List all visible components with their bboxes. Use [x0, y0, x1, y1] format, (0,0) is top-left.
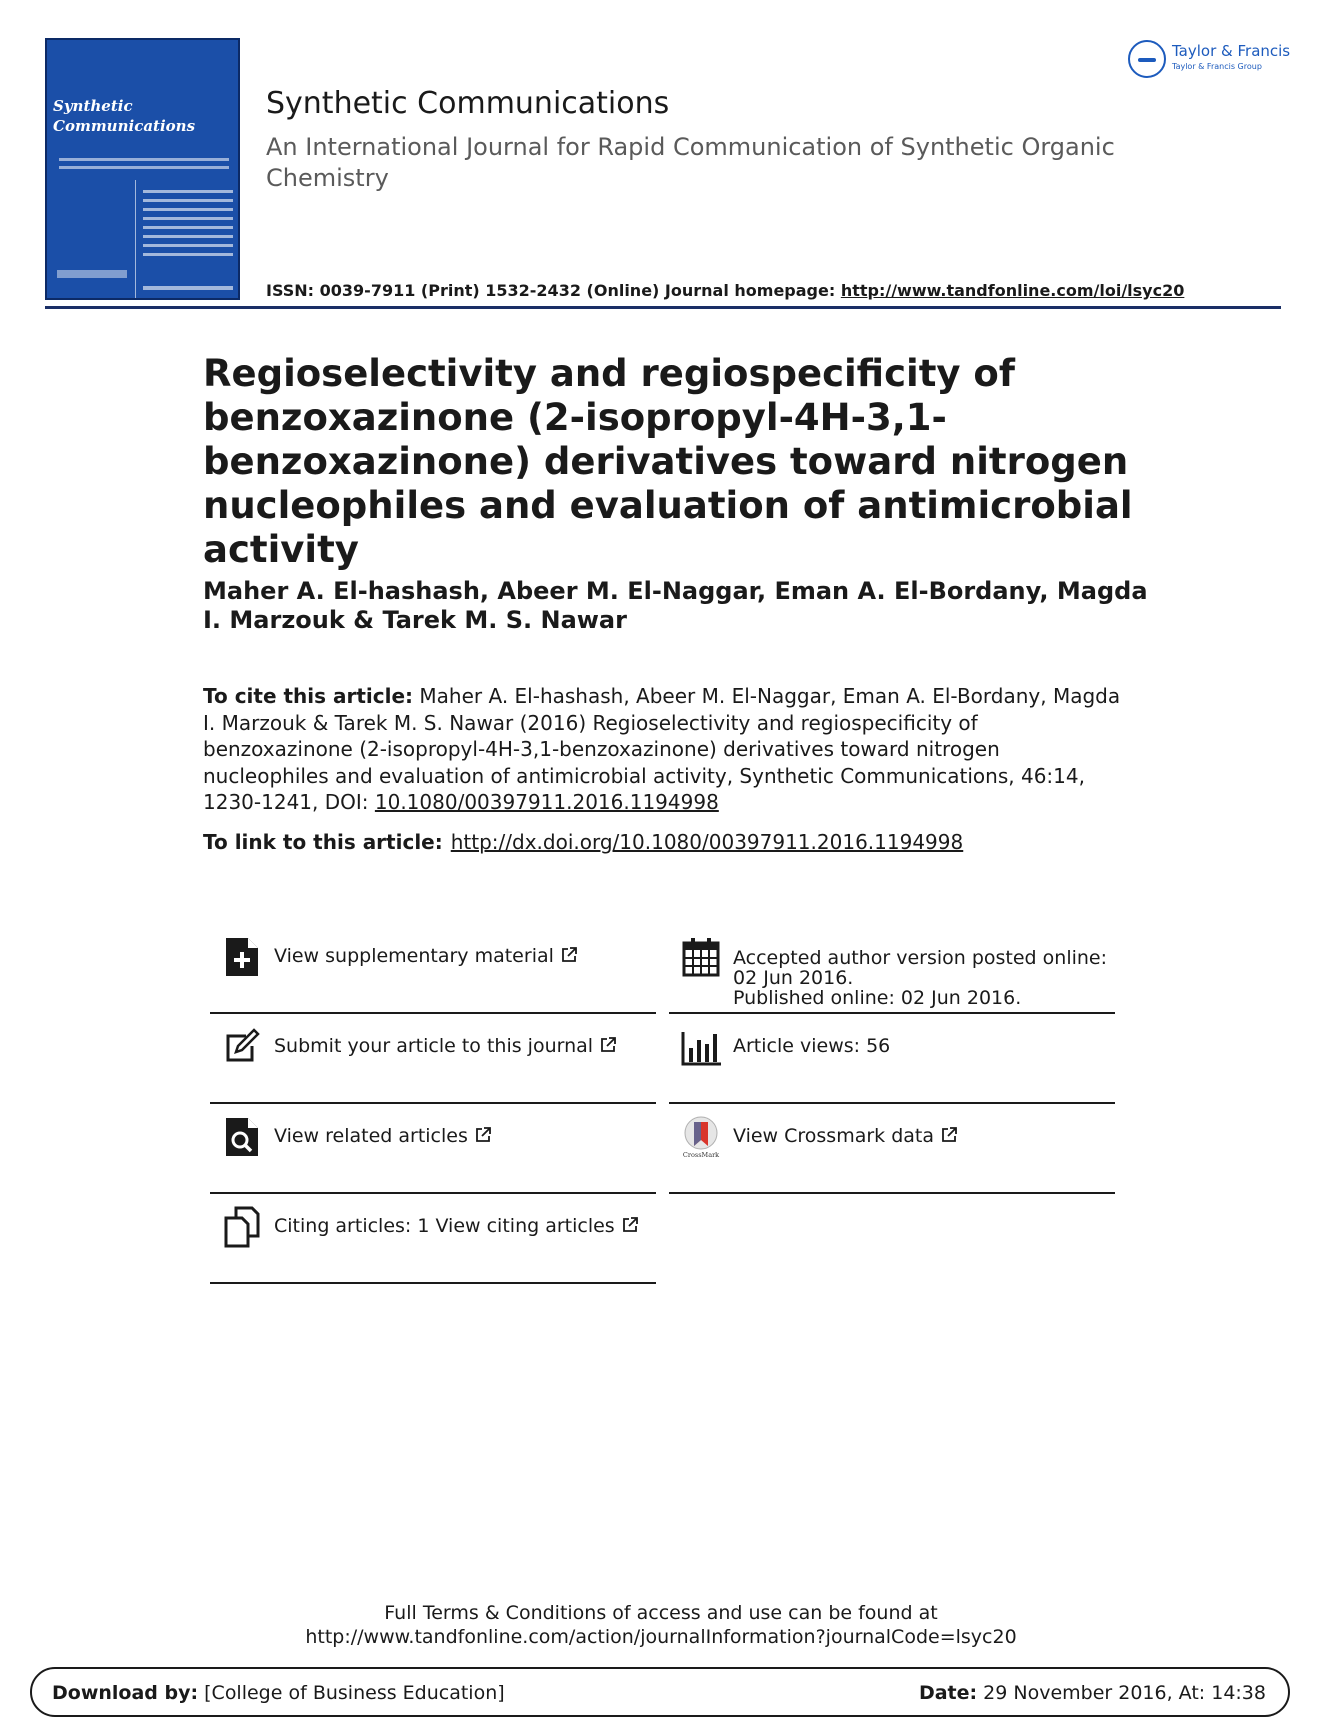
bar-chart-icon — [681, 1026, 721, 1068]
external-link-icon — [599, 1036, 617, 1054]
publisher-logo — [1128, 38, 1291, 78]
supplementary-box[interactable] — [210, 924, 656, 1014]
journal-homepage-link[interactable]: http://www.tandfonline.com/loi/lsyc20 — [840, 281, 1185, 300]
document-search-icon — [222, 1116, 262, 1158]
cover-divider — [135, 180, 136, 300]
citation-block — [203, 683, 1123, 816]
terms-block — [0, 1601, 1322, 1649]
publisher-group: Taylor & Francis Group — [1172, 62, 1262, 71]
publication-dates-box — [669, 924, 1115, 1014]
accepted-date: Accepted author version posted online: 02 Jun 2016. — [733, 947, 1108, 989]
issn-text: ISSN: 0039-7911 (Print) 1532-2432 (Online) Journal homepage: — [266, 281, 841, 300]
calendar-icon — [681, 936, 721, 978]
citing-box[interactable] — [210, 1194, 656, 1284]
crossmark-link[interactable]: View Crossmark data — [733, 1126, 1113, 1146]
article-doi-link[interactable]: http://dx.doi.org/10.1080/00397911.2016.1194998 — [450, 830, 964, 854]
header-rule — [45, 306, 1281, 309]
article-authors: Maher A. El-hashash, Abeer M. El-Naggar, Eman A. El-Bordany, Magda I. Marzouk & Tarek M. S. Nawar — [203, 577, 1148, 634]
cover-title: Synthetic Communications — [53, 97, 196, 135]
terms-url[interactable]: http://www.tandfonline.com/action/journalInformation?journalCode=lsyc20 — [305, 1626, 1017, 1648]
cite-text: Maher A. El-hashash, Abeer M. El-Naggar, Eman A. El-Bordany, Magda I. Marzouk & Tarek M. S. Nawar (2016) Regioselectivity and regiospecificity of benzoxazinone (2-isopropyl-4H-3,1-benzoxazinone) derivatives toward nitrogen nucleophiles and evaluation of antimicrobial activity, Synthetic Communications, 46:14, 1230-1241, DOI: — [203, 684, 1121, 814]
terms-line: Full Terms & Conditions of access and use can be found at — [384, 1602, 938, 1624]
document-plus-icon — [222, 936, 262, 978]
edit-pencil-icon — [222, 1026, 262, 1068]
cover-decoration — [59, 158, 229, 174]
related-box[interactable] — [210, 1104, 656, 1194]
external-link-icon — [940, 1126, 958, 1144]
cite-doi-link[interactable]: 10.1080/00397911.2016.1194998 — [374, 790, 719, 814]
issn-line — [266, 281, 1184, 300]
article-link-line — [203, 830, 963, 854]
publisher-logo-icon — [1128, 40, 1166, 78]
svg-text:CrossMark: CrossMark — [682, 1151, 720, 1158]
crossmark-icon — [681, 1116, 721, 1158]
journal-name: Synthetic Communications — [266, 86, 670, 121]
views-box — [669, 1014, 1115, 1104]
citing-articles-link[interactable]: Citing articles: 1 View citing articles — [274, 1216, 654, 1236]
download-by: Download by: [College of Business Education] — [52, 1682, 505, 1704]
cover-volume-mark — [143, 286, 233, 290]
submit-box[interactable] — [210, 1014, 656, 1104]
article-views: Article views: 56 — [733, 1035, 891, 1057]
external-link-icon — [621, 1216, 639, 1234]
crossmark-box[interactable] — [669, 1104, 1115, 1194]
download-info-bar — [30, 1667, 1290, 1717]
copy-documents-icon — [222, 1206, 262, 1248]
submit-article-link[interactable]: Submit your article to this journal — [274, 1036, 654, 1056]
publication-dates — [733, 948, 1113, 1008]
article-title: Regioselectivity and regiospecificity of benzoxazinone (2-isopropyl-4H-3,1-benzoxazinone) derivatives toward nitrogen nucleophiles and evaluation of antimicrobial activity — [203, 352, 1133, 571]
journal-subtitle: An International Journal for Rapid Communication of Synthetic Organic Chemistry — [266, 133, 1115, 192]
download-date: Date: 29 November 2016, At: 14:38 — [918, 1682, 1266, 1704]
cover-publisher-mark — [57, 270, 127, 278]
external-link-icon — [474, 1126, 492, 1144]
related-articles-link[interactable]: View related articles — [274, 1126, 654, 1146]
publisher-name: Taylor & Francis — [1172, 42, 1291, 60]
journal-cover-image — [45, 38, 240, 300]
supplementary-link[interactable]: View supplementary material — [274, 946, 654, 966]
cover-editor-list — [143, 190, 233, 262]
published-date: Published online: 02 Jun 2016. — [733, 987, 1022, 1009]
cite-label: To cite this article: — [203, 684, 414, 708]
link-label: To link to this article: — [203, 830, 443, 854]
external-link-icon — [560, 946, 578, 964]
